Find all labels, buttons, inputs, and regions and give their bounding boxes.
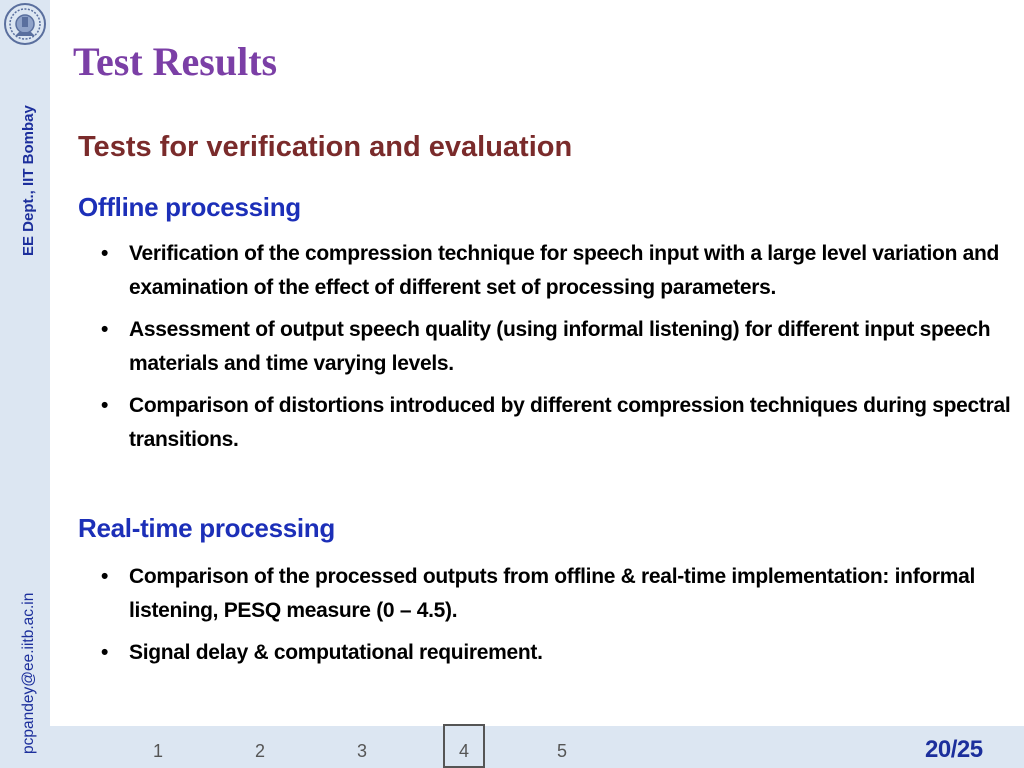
bullet-text: Assessment of output speech quality (using informal listening) for different input speech materials and time varying levels.: [129, 318, 991, 375]
list-item: [101, 636, 1011, 670]
page-link-3[interactable]: 3: [357, 741, 368, 761]
iit-bombay-logo: [3, 2, 47, 46]
slide-title: Test Results: [73, 39, 278, 84]
bullet-list-offline: [101, 237, 1011, 465]
sidebar: [0, 0, 50, 768]
page-link-1[interactable]: 1: [153, 741, 164, 761]
list-item: [101, 237, 1011, 305]
list-item: [101, 389, 1011, 457]
bullet-text: Comparison of the processed outputs from offline & real-time implementation: informal listening, PESQ measure (0 – 4.5).: [129, 565, 976, 622]
bullet-icon: •: [101, 565, 109, 588]
bullet-icon: •: [101, 641, 109, 664]
dept-label: EE Dept., IIT Bombay: [20, 105, 37, 256]
bullet-list-realtime: [101, 560, 1011, 678]
bullet-text: Verification of the compression technique for speech input with a large level variation and examination of the effect of different set of processing parameters.: [129, 242, 1000, 299]
bullet-icon: •: [101, 394, 109, 417]
page-link-2[interactable]: 2: [255, 741, 266, 761]
slide-counter: 20/25: [925, 736, 983, 763]
slide-subtitle: Tests for verification and evaluation: [78, 131, 573, 163]
section-heading-offline: Offline processing: [78, 192, 301, 222]
list-item: [101, 313, 1011, 381]
bullet-icon: •: [101, 318, 109, 341]
author-email[interactable]: pcpandey@ee.iitb.ac.in: [20, 592, 37, 754]
page-link-4[interactable]: 4: [459, 741, 470, 761]
page-link-5[interactable]: 5: [557, 741, 568, 761]
list-item: [101, 560, 1011, 628]
footer-bar: [50, 726, 1024, 768]
bullet-icon: •: [101, 242, 109, 265]
bullet-text: Signal delay & computational requirement.: [129, 641, 543, 664]
bullet-text: Comparison of distortions introduced by different compression techniques during spectral transitions.: [129, 394, 1011, 451]
section-heading-realtime: Real-time processing: [78, 513, 335, 543]
